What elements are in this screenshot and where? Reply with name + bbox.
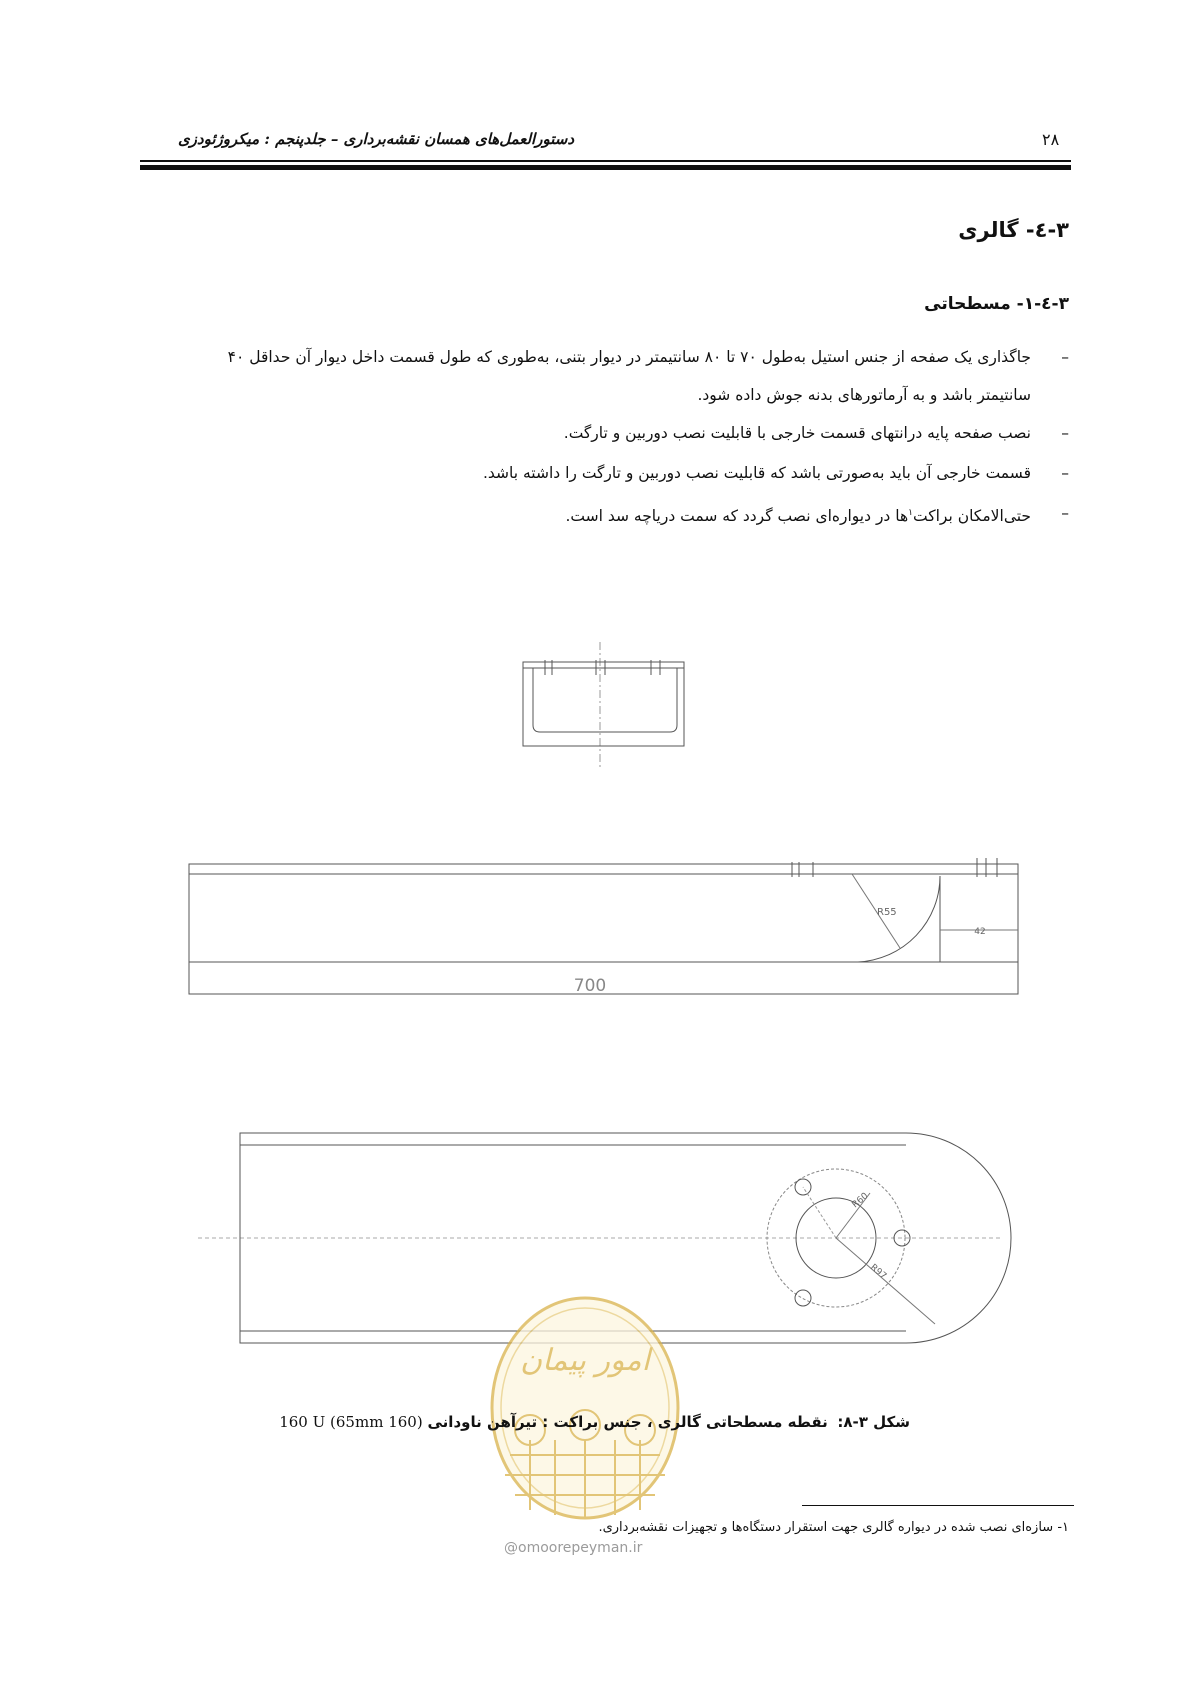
watermark-url-text: omoorepeyman.ir [518, 1540, 643, 1556]
bullet-text: قسمت خارجی آن باید به‌صورتی باشد که قابلیت نصب دوربین و تارگت را داشته باشد. [482, 464, 1031, 482]
watermark-grid-icon [505, 1440, 665, 1518]
width-dimension-label: 42 [974, 927, 986, 937]
radius-label-outer: R97 [868, 1262, 889, 1282]
running-header-title: دستورالعمل‌های همسان نقشه‌برداری – جلدپنجم : میکروژئودزی [177, 130, 574, 148]
bullet-text: جاگذاری یک صفحه از جنس استیل به‌طول ۷۰ تا ۸۰ سانتیمتر در دیوار بتنی، به‌طوری که طول قسمت داخل دیوار آن حداقل ۴۰ سانتیمتر باشد و به آرماتورهای بدنه جوش داده شود. [227, 348, 1031, 404]
figure-caption [279, 1413, 910, 1431]
footnote-rule [802, 1505, 1074, 1506]
radius-label-inner: R60 [850, 1191, 871, 1211]
figure-label: شکل ۳-۸: [837, 1413, 910, 1431]
bullet-text-end: ها در دیواره‌ای نصب گردد که سمت دریاچه سد است. [565, 507, 909, 526]
section-inner-channel [533, 668, 677, 732]
subsection-heading: ۳-٤-۱- مسطحاتی [924, 294, 1069, 314]
bullet-text-start: حتی‌الامکان براکت [913, 507, 1031, 526]
side-curved-edge [189, 876, 940, 962]
watermark-logo [492, 1298, 678, 1518]
side-outline [189, 864, 1018, 994]
section-heading: ۳-٤- گالری [958, 218, 1069, 242]
at-icon: @ [504, 1540, 518, 1556]
watermark-logo-text: امور پیمان [520, 1343, 650, 1378]
footnote-reference: ۱ [908, 508, 913, 518]
footnote: ۱- سازه‌ای نصب شده در دیواره گالری جهت استقرار دستگاه‌ها و تجهیزات نقشه‌برداری. [598, 1520, 1069, 1535]
bolt-hole [795, 1290, 811, 1306]
figure-title: نقطه مسطحاتی گالری ، جنس براکت : تیرآهن ناودانی [427, 1413, 828, 1431]
bullet-dash: – [1061, 504, 1069, 522]
bullet-dash: – [1061, 424, 1069, 442]
length-dimension-label: 700 [573, 976, 607, 996]
radius-leader-outer [836, 1238, 935, 1324]
bullet-text: نصب صفحه پایه درانتهای قسمت خارجی با قابلیت نصب دوربین و تارگت. [563, 424, 1031, 442]
bullet-dash: – [1061, 464, 1069, 482]
radius-label-side: R55 [877, 907, 897, 918]
channel-section-view [523, 642, 684, 768]
figure-spec: (160 65mm) 160 U [279, 1413, 423, 1431]
side-elevation-view [189, 858, 1018, 994]
watermark-url [504, 1540, 642, 1556]
page-number: ۲۸ [1042, 130, 1060, 149]
bullet-dash: – [1061, 348, 1069, 366]
